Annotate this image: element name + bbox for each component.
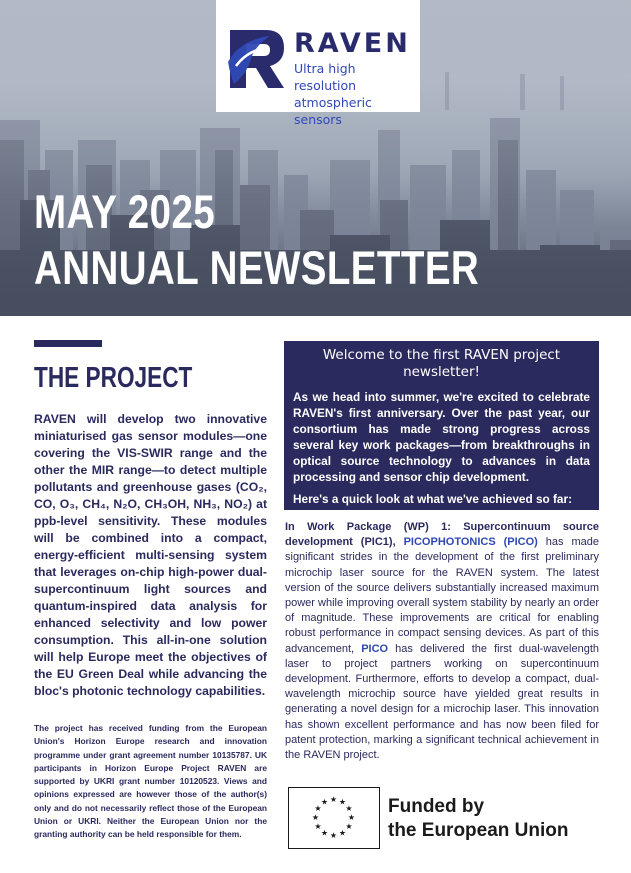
eu-stars-icon (289, 788, 378, 847)
wp1-partner-short: PICO (361, 642, 389, 655)
logo-tagline-line1: Ultra high resolution (294, 61, 357, 93)
svg-text:★: ★ (314, 804, 322, 813)
section-accent-bar (34, 340, 102, 347)
welcome-title: Welcome to the first RAVEN project newsletter! (322, 347, 561, 380)
wp1-partner-link: PICOPHOTONICS (PICO) (403, 536, 538, 549)
eu-funding-label (388, 795, 569, 843)
funding-disclaimer: The project has received funding from the European Union's Horizon Europe research and innovation programme under grant agreement number 10135787. UK participants in Horizon Europe Project RAVEN are supported by UKRI grant number 10120523. Views and opinions expressed are however those of the author(s) only and do not necessarily reflect those of the European Union or UKRI. Neither the European Union nor the granting authority can be held responsible for them. (34, 723, 267, 840)
svg-text:★: ★ (314, 822, 322, 831)
welcome-body: As we head into summer, we're excited to celebrate RAVEN's first anniversary. Over the past year, our consortium has made strong progress across several key work packages—from breakthroughs in optical source technology to advances in data processing and sensor chip development. (293, 390, 590, 484)
raven-logo-icon (226, 22, 288, 92)
svg-text:★: ★ (329, 795, 338, 804)
svg-text:★: ★ (320, 828, 329, 838)
svg-text:★: ★ (345, 822, 353, 831)
wp1-lead: In Work Package (WP) 1: Supercontinuum source development (PIC1), (285, 521, 599, 549)
raven-logo (216, 0, 420, 127)
project-section-title: THE PROJECT (34, 362, 193, 394)
headline-date: MAY 2025 (34, 185, 216, 238)
wp1-text-part2: has delivered the first dual-wavelength laser to project partners working on supercontinuum development. Furthermore, efforts to develop a compact, dual-wavelength microchip source have yielded great results in generating a novel design for a microchip laser. This innovation has shown excellent performance and has now been filed for patent protection, marking a significant technical achievement in the RAVEN project. (285, 642, 599, 762)
project-description: RAVEN will develop two innovative miniaturised gas sensor modules—one covering the VIS-SWIR range and the other the MIR range—to detect multiple pollutants and greenhouse gases (CO₂, CO, O₃, CH₄, N₂O, CH₃OH, NH₃, NO₂) at ppb-level sensitivity. These modules will be combined into a compact, energy-efficient multi-sensing system that leverages on-chip high-power dual-supercontinuum light sources and quantum-inspired data analysis for enhanced selectivity and low power consumption. This all-in-one solution will help Europe meet the objectives of the EU Green Deal while advancing the bloc's photonic technology capabilities. (34, 412, 267, 698)
welcome-footer: Here's a quick look at what we've achieved so far: (293, 492, 573, 506)
hero-banner (0, 0, 631, 316)
wp1-paragraph (285, 520, 599, 763)
svg-text:★: ★ (345, 804, 353, 813)
logo-tagline (294, 60, 420, 128)
svg-text:★: ★ (329, 831, 338, 840)
svg-text:★: ★ (338, 828, 347, 838)
eu-line1: Funded by (388, 796, 485, 817)
svg-text:★: ★ (311, 813, 320, 822)
logo-wordmark: RAVEN (294, 28, 411, 59)
newsletter-headline (34, 184, 479, 296)
svg-text:★: ★ (320, 797, 329, 807)
wp1-text-part1: has made significant strides in the development of the first preliminary microchip laser source for the RAVEN system. The latest version of the source delivers substantially increased maximum power while improving overall system stability by nearly an order of magnitude. These improvements are critical for enabling robust performance in compact sensing devices. As part of this advancement, (285, 536, 599, 655)
eu-line2: the European Union (388, 820, 569, 841)
svg-text:★: ★ (338, 797, 347, 807)
headline-title: ANNUAL NEWSLETTER (34, 241, 480, 294)
svg-text:★: ★ (347, 813, 356, 822)
logo-tagline-line2: atmospheric sensors (294, 95, 372, 127)
project-column (34, 340, 267, 842)
eu-flag-icon (288, 787, 380, 849)
welcome-box (284, 341, 599, 510)
